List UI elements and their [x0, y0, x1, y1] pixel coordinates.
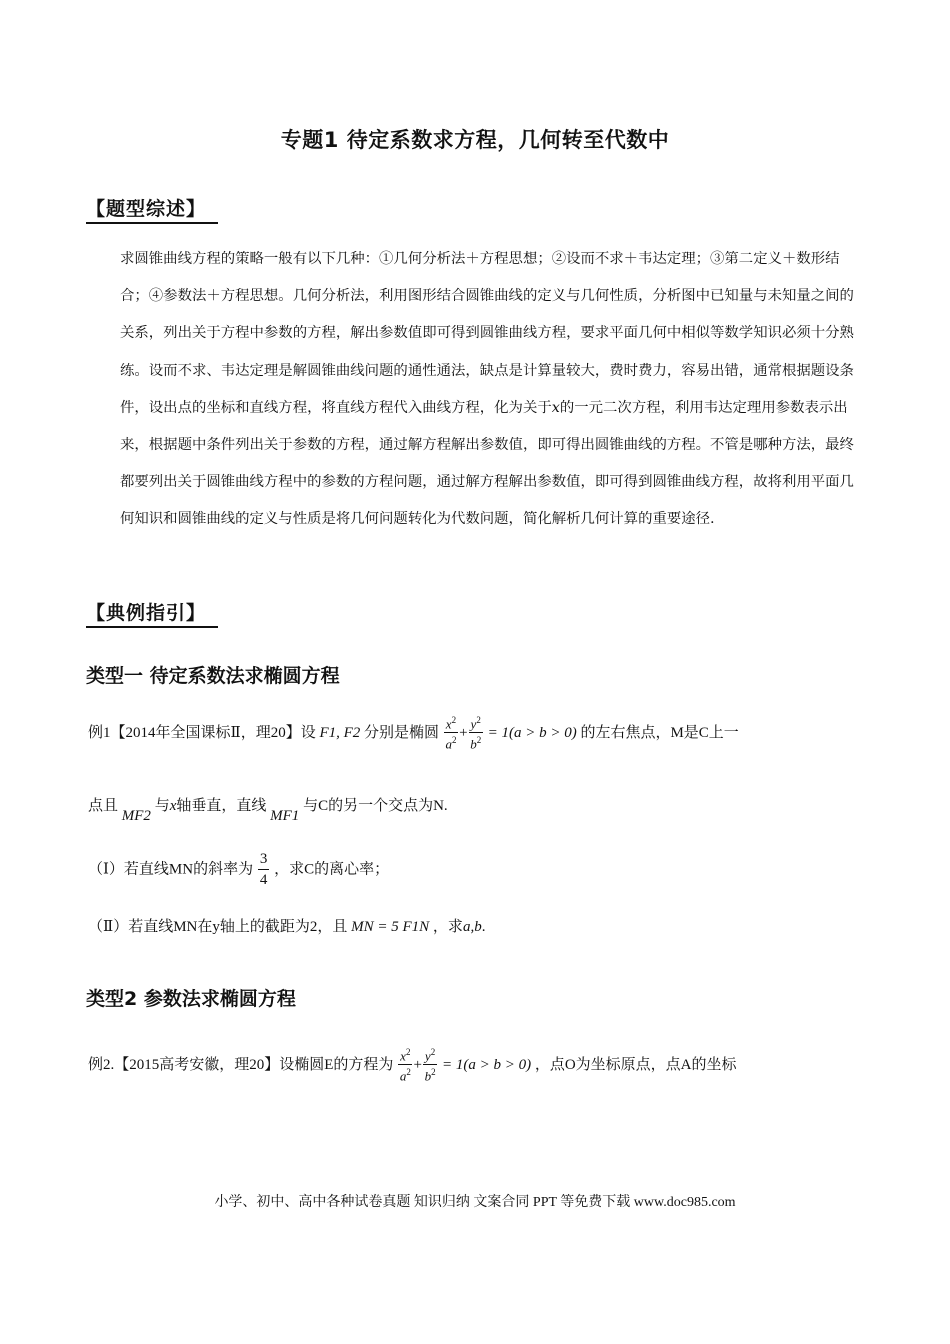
page-title: 专题1 待定系数求方程，几何转至代数中	[280, 128, 670, 152]
overview-var: x	[551, 399, 560, 416]
example1-line2	[88, 794, 448, 824]
ex1-line2-d: 与C的另一个交点为N.	[303, 798, 448, 814]
ex1-line2-b: 与	[154, 798, 170, 814]
q2-text-b: ，求	[432, 919, 463, 935]
ex1-mid: 分别是椭圆	[364, 724, 440, 741]
ex1-suffix: 的左右焦点，M是C上一	[580, 724, 739, 741]
q2-vars: a,b	[462, 919, 482, 935]
ex2-suffix: ，点O为坐标原点，点A的坐标	[534, 1056, 737, 1073]
example2-line1: 例2.【2015高考安徽，理20】设椭圆E的方程为 $\frac{x^2}{a^2}$ + $\frac{y^2}{b^2}$ = 1(a > b > 0) ，点O为坐标原点，点A的坐标	[88, 1047, 737, 1084]
q1-text-b: ，求C的离心率；	[274, 861, 390, 878]
fraction-y2-b2-ex2: $\frac{y^2}{b^2}$	[424, 1047, 436, 1084]
example1-line1: 例1【2014年全国课标Ⅱ，理20】设 F1, F2 分别是椭圆 $\frac{x^2}{a^2}$ + $\frac{y^2}{b^2}$ = 1(a > b > 0) 的左右焦点，M是C上一	[88, 715, 739, 752]
ex2-prefix: 例2.【2015高考安徽，理20】设椭圆E的方程为	[88, 1056, 394, 1073]
question-1	[88, 852, 389, 888]
type2-heading: 类型2 参数法求椭圆方程	[86, 988, 296, 1010]
overview-text: 求圆锥曲线方程的策略一般有以下几种：①几何分析法＋方程思想；②设而不求＋韦达定理；③第二定义＋数形结合；④参数法＋方程思想。几何分析法，利用图形结合圆锥曲线的定义与几何性质，分析图中已知量与未知量之间的关系，列出关于方程中参数的方程，解出参数值即可得到圆锥曲线方程，要求平面几何中相似等数学知识必须十分熟练。设而不求、韦达定理是解圆锥曲线问题的通性通法，缺点是计算量较大，费时费力，容易出错，通常根据题设条件，设出点的坐标和直线方程，将直线方程代入曲线方程，化为关于	[120, 251, 854, 416]
q2-equation: MN = 5 F1N	[351, 919, 430, 935]
fraction-y2-b2: $\frac{y^2}{b^2}$	[470, 715, 482, 752]
q2-text-a: （Ⅱ）若直线MN在y轴上的截距为2，且	[88, 919, 348, 935]
ex1-mf1: MF1	[270, 808, 300, 824]
question-2	[88, 915, 485, 936]
ex2-condition: = 1(a > b > 0)	[441, 1056, 532, 1073]
type1-heading: 类型一 待定系数法求椭圆方程	[86, 665, 340, 687]
ex1-line2-x: x	[169, 798, 177, 814]
ex1-line2-c: 轴垂直，直线	[176, 798, 267, 814]
q2-text-c: .	[481, 919, 486, 935]
page-footer: 小学、初中、高中各种试卷真题 知识归纳 文案合同 PPT 等免费下载 www.doc985.com	[214, 1195, 736, 1210]
fraction-x2-a2-ex2: $\frac{x^2}{a^2}$	[399, 1047, 411, 1084]
ex1-line2-a: 点且	[88, 798, 119, 814]
ex1-foci: F1, F2	[319, 724, 361, 741]
section-heading-overview: 【题型综述】	[86, 194, 218, 224]
fraction-x2-a2: $\frac{x^2}{a^2}$	[445, 715, 457, 752]
overview-paragraph	[88, 241, 864, 539]
fraction-3-4: $\frac{3}{4}$	[259, 851, 268, 888]
overview-text-tail: 的一元二次方程，利用韦达定理用参数表示出来，根据题中条件列出关于参数的方程，通过解方程解出参数值，即可得出圆锥曲线的方程。不管是哪种方法，最终都要列出关于圆锥曲线方程中的参数的方程问题，通过解方程解出参数值，即可得到圆锥曲线方程，故将利用平面几何知识和圆锥曲线的定义与性质是将几何问题转化为代数问题，简化解析几何计算的重要途径.	[120, 399, 854, 528]
ex1-prefix: 例1【2014年全国课标Ⅱ，理20】设	[88, 724, 316, 741]
section-heading-examples: 【典例指引】	[86, 598, 218, 628]
ex1-condition: = 1(a > b > 0)	[487, 724, 577, 741]
ex1-mf2: MF2	[121, 808, 151, 824]
q1-text-a: （Ⅰ）若直线MN的斜率为	[88, 861, 254, 878]
